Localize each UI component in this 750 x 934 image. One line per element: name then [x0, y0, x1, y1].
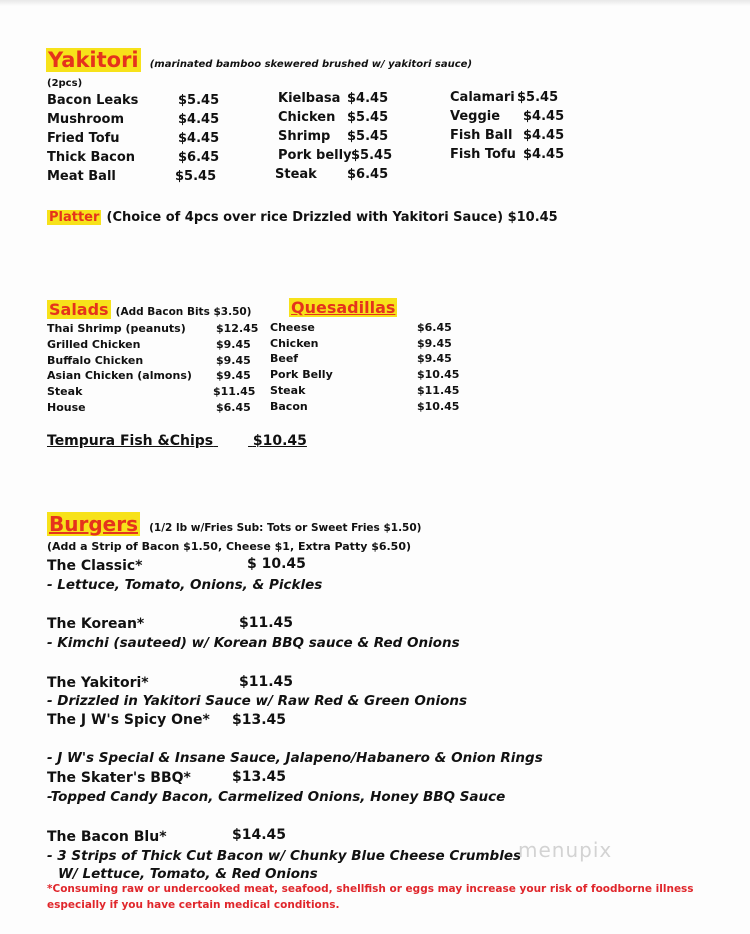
tempura-price: $10.45 — [252, 433, 307, 449]
menu-item-name: Kielbasa — [278, 91, 341, 106]
burgers-heading: Burgers — [49, 512, 138, 536]
quesadillas-heading: Quesadillas — [291, 298, 396, 317]
menu-item-price: $9.45 — [417, 337, 452, 350]
menu-item-name: House — [47, 401, 86, 414]
salads-heading-line — [47, 300, 251, 319]
menu-item-price: $5.45 — [517, 90, 559, 105]
burger-desc: - Kimchi (sauteed) w/ Korean BBQ sauce & Red Onions — [47, 635, 460, 651]
burgers-heading-line — [47, 513, 421, 536]
yakitori-section — [46, 48, 472, 72]
menu-item-name: Steak — [47, 385, 83, 398]
menu-item-price: $9.45 — [216, 369, 251, 382]
burger-name: The Classic* — [47, 558, 143, 574]
menu-item-name: Steak — [275, 167, 317, 182]
burger-desc: - Lettuce, Tomato, Onions, & Pickles — [47, 577, 323, 593]
menu-item-price: $9.45 — [417, 352, 452, 365]
warning-line-2: especially if you have certain medical conditions. — [47, 899, 340, 911]
burger-price: $14.45 — [232, 827, 287, 843]
yakitori-heading: Yakitori — [48, 48, 139, 72]
menupix-watermark: menupix — [518, 838, 613, 862]
menu-item-name: Buffalo Chicken — [47, 354, 144, 367]
menu-item-name: Asian Chicken (almons) — [47, 369, 192, 382]
menu-item-name: Veggie — [450, 109, 501, 124]
menu-item-price: $6.45 — [178, 150, 220, 165]
menu-item-price: $5.45 — [347, 129, 389, 144]
menu-item-price: $5.45 — [178, 93, 220, 108]
menu-item-price: $4.45 — [523, 147, 565, 162]
menu-item-name: Beef — [270, 352, 299, 365]
menu-item-price: $5.45 — [351, 148, 393, 163]
menu-item-price: $6.45 — [216, 401, 251, 414]
menu-item-price: $6.45 — [347, 167, 389, 182]
burger-price: $11.45 — [239, 674, 294, 690]
menu-item-price: $4.45 — [178, 131, 220, 146]
menu-item-name: Fried Tofu — [47, 131, 120, 146]
burger-name: The Skater's BBQ* — [47, 770, 191, 786]
tempura-name: Tempura Fish &Chips — [47, 433, 214, 449]
menu-item-price: $12.45 — [216, 322, 259, 335]
menu-item-price: $4.45 — [523, 128, 565, 143]
menu-item-name: Shrimp — [278, 129, 331, 144]
warning-line-1: *Consuming raw or undercooked meat, seafood, shellfish or eggs may increase your risk of foodborne illness — [47, 883, 694, 895]
burger-price: $11.45 — [239, 615, 294, 631]
burger-name: The Bacon Blu* — [47, 829, 167, 845]
menu-item-price: $4.45 — [523, 109, 565, 124]
platter-line — [47, 206, 558, 225]
menu-item-price: $5.45 — [347, 110, 389, 125]
menu-item-name: Fish Ball — [450, 128, 513, 143]
menu-item-name: Mushroom — [47, 112, 125, 127]
menu-item-price: $10.45 — [417, 368, 460, 381]
menu-item-name: Calamari — [450, 90, 515, 105]
menu-item-name: Steak — [270, 384, 306, 397]
menu-item-name: Meat Ball — [47, 169, 116, 184]
scan-edge — [0, 0, 750, 6]
menu-item-name: Chicken — [278, 110, 336, 125]
tempura-line — [47, 433, 311, 449]
menu-item-price: $10.45 — [417, 400, 460, 413]
burgers-addons: (Add a Strip of Bacon $1.50, Cheese $1, Extra Patty $6.50) — [47, 540, 412, 553]
menu-item-name: Bacon — [270, 400, 308, 413]
burger-desc: - 3 Strips of Thick Cut Bacon w/ Chunky Blue Cheese Crumbles — [47, 848, 522, 864]
burger-desc: -Topped Candy Bacon, Carmelized Onions, Honey BBQ Sauce — [47, 789, 506, 805]
burgers-note: (1/2 lb w/Fries Sub: Tots or Sweet Fries $1.50) — [149, 522, 422, 534]
menu-item-name: Grilled Chicken — [47, 338, 141, 351]
menu-item-price: $6.45 — [417, 321, 452, 334]
burger-price: $13.45 — [232, 712, 287, 728]
salads-note: (Add Bacon Bits $3.50) — [115, 306, 252, 318]
quesadillas-heading-line — [289, 298, 397, 317]
burger-name: The Korean* — [47, 616, 145, 632]
menu-item-name: Bacon Leaks — [47, 93, 139, 108]
menu-item-name: Pork Belly — [270, 368, 333, 381]
burger-name: The Yakitori* — [47, 675, 149, 691]
platter-label: Platter — [49, 210, 100, 225]
menu-item-name: Thick Bacon — [47, 150, 136, 165]
menu-item-price: $5.45 — [175, 169, 217, 184]
menu-item-name: Thai Shrimp (peanuts) — [47, 322, 186, 335]
menu-item-price: $11.45 — [213, 385, 256, 398]
platter-text: (Choice of 4pcs over rice Drizzled with Yakitori Sauce) $10.45 — [106, 210, 558, 225]
burger-desc: - Drizzled in Yakitori Sauce w/ Raw Red & Green Onions — [47, 693, 467, 709]
menu-item-name: Cheese — [270, 321, 315, 334]
yakitori-note: (marinated bamboo skewered brushed w/ yakitori sauce) — [149, 59, 473, 70]
menu-item-price: $9.45 — [216, 338, 251, 351]
menu-item-price: $9.45 — [216, 354, 251, 367]
menu-item-price: $11.45 — [417, 384, 460, 397]
burger-price: $13.45 — [232, 769, 287, 785]
menu-item-price: $4.45 — [347, 91, 389, 106]
burger-name: The J W's Spicy One* — [47, 712, 210, 728]
menu-item-name: Pork belly — [278, 148, 352, 163]
yakitori-pcs: (2pcs) — [47, 78, 83, 89]
burger-desc: - J W's Special & Insane Sauce, Jalapeno/Habanero & Onion Rings — [47, 750, 543, 766]
burger-price: $ 10.45 — [247, 556, 306, 572]
menu-item-name: Chicken — [270, 337, 319, 350]
burger-desc-2: W/ Lettuce, Tomato, & Red Onions — [58, 866, 318, 882]
salads-heading: Salads — [49, 300, 109, 319]
menu-item-price: $4.45 — [178, 112, 220, 127]
menu-item-name: Fish Tofu — [450, 147, 516, 162]
